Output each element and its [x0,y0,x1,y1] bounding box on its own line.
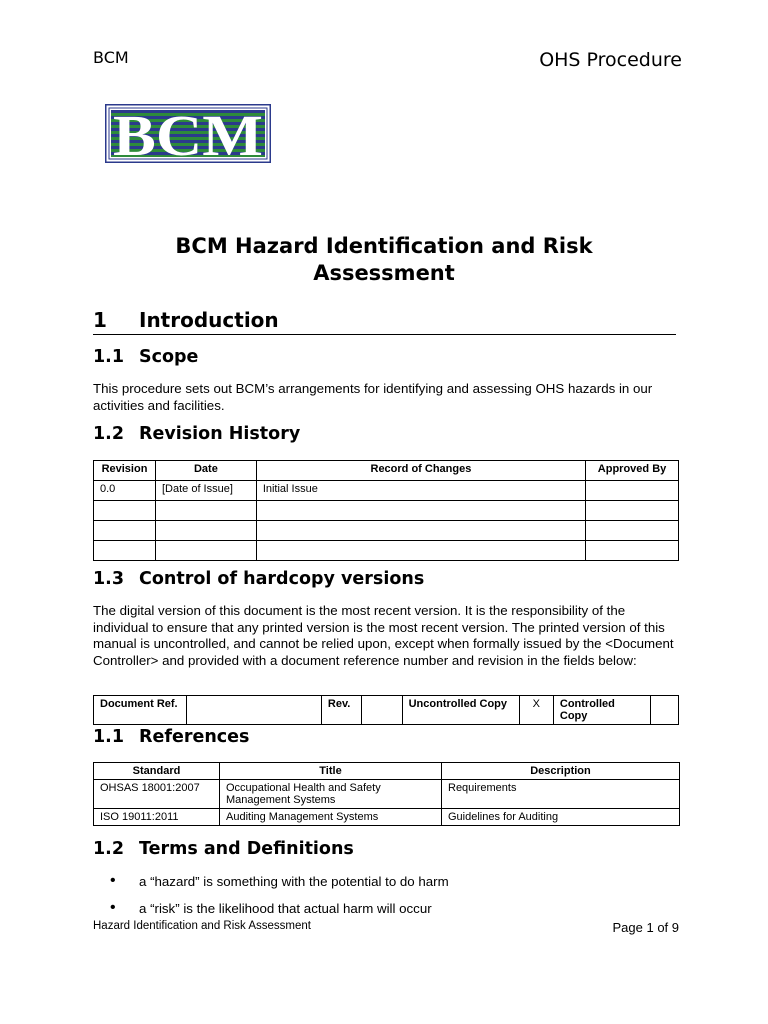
terms-title: Terms and Definitions [139,839,354,859]
controlled-label: Controlled Copy [553,696,650,725]
document-title-line2: Assessment [313,261,455,285]
hardcopy-title: Control of hardcopy versions [139,569,425,589]
bullet-icon: • [110,872,116,889]
rev-label: Rev. [321,696,361,725]
hardcopy-heading [93,569,424,589]
column-header: Date [155,461,256,481]
bullet-icon: • [110,899,116,916]
controlled-value [650,696,678,725]
section-title: Introduction [139,308,279,332]
table-cell [256,541,585,561]
table-cell: [Date of Issue] [155,481,256,501]
table-cell [94,521,156,541]
column-header: Description [442,763,680,780]
table-cell [256,501,585,521]
header-company: BCM [93,48,129,67]
doc-ref-value [186,696,321,725]
table-cell [155,521,256,541]
table-cell [155,541,256,561]
scope-paragraph: This procedure sets out BCM’s arrangements for identifying and assessing OHS hazards in our activities and facilities. [93,381,653,413]
table-row [94,780,680,809]
table-cell [586,521,679,541]
references-heading [93,727,249,747]
table-cell [586,541,679,561]
table-row [94,501,679,521]
hardcopy-paragraph: The digital version of this document is the most recent version. It is the responsibility of the individual to ensure that any printed version is the most recent version. The printed version of this manual is uncontrolled, and cannot be relied upon, except when formally issued by the <Document Controller> and provided with a document reference number and revision in the fields below: [93,603,674,668]
column-header: Approved By [586,461,679,481]
table-cell: ISO 19011:2011 [94,809,220,826]
table-cell: Initial Issue [256,481,585,501]
rev-value [362,696,402,725]
footer-document-title: Hazard Identification and Risk Assessment [93,920,311,932]
revision-number: 1.2 [93,424,125,444]
table-cell: Auditing Management Systems [220,809,442,826]
document-title-line1: BCM Hazard Identification and Risk [175,234,593,258]
table-cell [256,521,585,541]
revision-title: Revision History [139,424,301,444]
table-cell: Guidelines for Auditing [442,809,680,826]
terms-number: 1.2 [93,839,125,859]
column-header: Title [220,763,442,780]
uncontrolled-value: X [519,696,553,725]
terms-heading [93,839,354,859]
table-cell [586,481,679,501]
table-cell: Occupational Health and Safety Management Systems [220,780,442,809]
scope-title: Scope [139,347,199,367]
table-row [94,696,679,725]
column-header: Revision [94,461,156,481]
references-table [93,762,680,826]
references-title: References [139,727,250,747]
scope-heading [93,347,198,367]
table-cell: 0.0 [94,481,156,501]
table-row [94,809,680,826]
document-control-table [93,695,679,725]
footer-page-number: Page 1 of 9 [612,920,679,935]
table-cell [94,541,156,561]
scope-number: 1.1 [93,347,125,367]
revision-history-table [93,460,679,561]
revision-heading [93,424,300,444]
table-cell [155,501,256,521]
table-cell: Requirements [442,780,680,809]
table-cell [586,501,679,521]
header-document-type: OHS Procedure [539,49,682,71]
list-item-text: a “risk” is the likelihood that actual harm will occur [139,901,432,916]
bcm-logo [105,104,271,163]
column-header: Record of Changes [256,461,585,481]
table-cell [94,501,156,521]
hardcopy-number: 1.3 [93,569,125,589]
uncontrolled-label: Uncontrolled Copy [402,696,519,725]
table-row [94,541,679,561]
table-row [94,521,679,541]
section-number: 1 [93,308,107,332]
column-header: Standard [94,763,220,780]
doc-ref-label: Document Ref. [94,696,187,725]
references-number: 1.1 [93,727,125,747]
table-cell: OHSAS 18001:2007 [94,780,220,809]
table-row [94,481,679,501]
section-introduction-heading [93,308,676,335]
list-item-text: a “hazard” is something with the potential to do harm [139,874,449,889]
document-title [100,233,668,287]
